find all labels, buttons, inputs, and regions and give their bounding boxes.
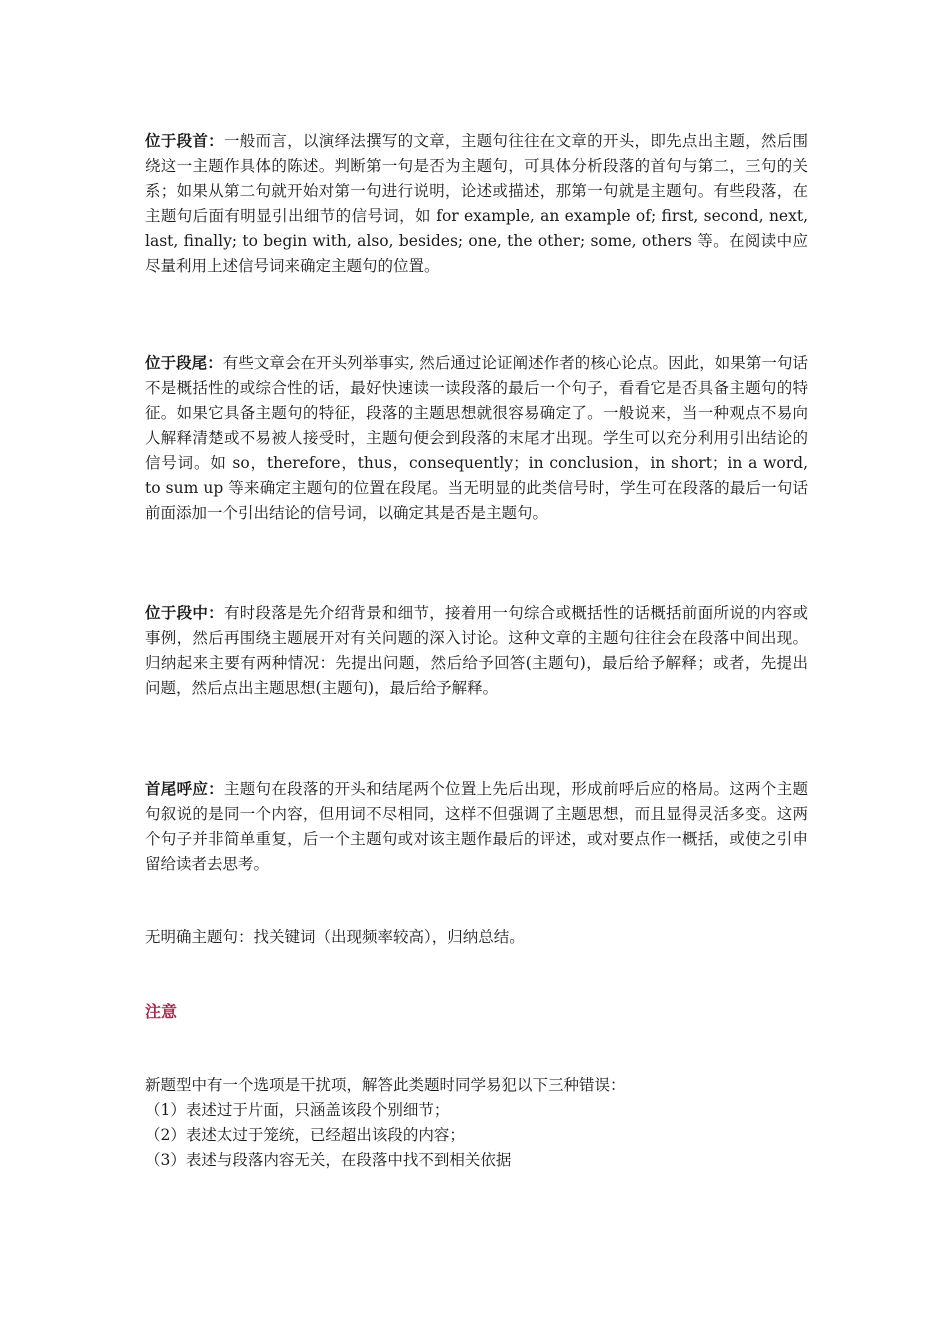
section-text-middle: 有时段落是先介绍背景和细节，接着用一句综合或概括性的话概括前面所说的内容或事例，然后再围绕主题展开对有关问题的深入讨论。这种文章的主题句往往会在段落中间出现。归纳起来主要有两种情况：先提出问题，然后给予回答(主题句)，最后给予解释；或者，先提出问题，然后点出主题思想(主题句)，最后给予解释。	[145, 604, 808, 697]
error-item-2: （2）表述太过于笼统，已经超出该段的内容；	[145, 1126, 465, 1144]
section-lead-end: 位于段尾：	[145, 353, 223, 372]
error-item-3: （3）表述与段落内容无关，在段落中找不到相关依据	[145, 1151, 512, 1169]
section-lead-start: 位于段首：	[145, 131, 224, 150]
section-text-echo: 主题句在段落的开头和结尾两个位置上先后出现，形成前呼后应的格局。这两个主题句叙说的是同一个内容，但用词不尽相同，这样不但强调了主题思想，而且显得灵活多变。这两个句子并非简单重复，后一个主题句或对该主题作最后的评述，或对要点作一概括，或使之引申留给读者去思考。	[145, 780, 808, 873]
section-paragraph-start	[145, 128, 808, 279]
error-item-1: （1）表述过于片面，只涵盖该段个别细节；	[145, 1101, 450, 1119]
notice-intro: 新题型中有一个选项是干扰项，解答此类题时同学易犯以下三种错误：	[145, 1076, 626, 1094]
section-lead-middle: 位于段中：	[145, 603, 224, 622]
section-text-start: 一般而言，以演绎法撰写的文章，主题句往往在文章的开头，即先点出主题，然后围绕这一主题作具体的陈述。判断第一句是否为主题句，可具体分析段落的首句与第二，三句的关系；如果从第二句就开始对第一句进行说明，论述或描述，那第一句就是主题句。有些段落，在主题句后面有明显引出细节的信号词，如 for example, an example of; first, second, next, last, finally; to begin with, also, besides; one, the other; some, others 等。在阅读中应尽量利用上述信号词来确定主题句的位置。	[145, 132, 808, 275]
section-paragraph-end	[145, 350, 808, 526]
section-paragraph-echo	[145, 776, 808, 877]
section-lead-echo: 首尾呼应：	[145, 779, 224, 798]
error-list	[145, 1098, 511, 1173]
section-paragraph-middle	[145, 600, 808, 701]
section-text-end: 有些文章会在开头列举事实, 然后通过论证阐述作者的核心论点。因此，如果第一句话不是概括性的或综合性的话，最好快速读一读段落的最后一个句子，看看它是否具备主题句的特征。如果它具备主题句的特征，段落的主题思想就很容易确定了。一般说来，当一种观点不易向人解释清楚或不易被人接受时，主题句便会到段落的末尾才出现。学生可以充分利用引出结论的信号词。如 so，therefore，thus，consequently；in conclusion，in short；in a word, to sum up 等来确定主题句的位置在段尾。当无明显的此类信号时，学生可在段落的最后一句话前面添加一个引出结论的信号词，以确定其是否是主题句。	[145, 354, 808, 522]
notice-heading: 注意	[145, 1002, 178, 1021]
no-topic-sentence-paragraph: 无明确主题句：找关键词（出现频率较高），归纳总结。	[145, 928, 525, 946]
